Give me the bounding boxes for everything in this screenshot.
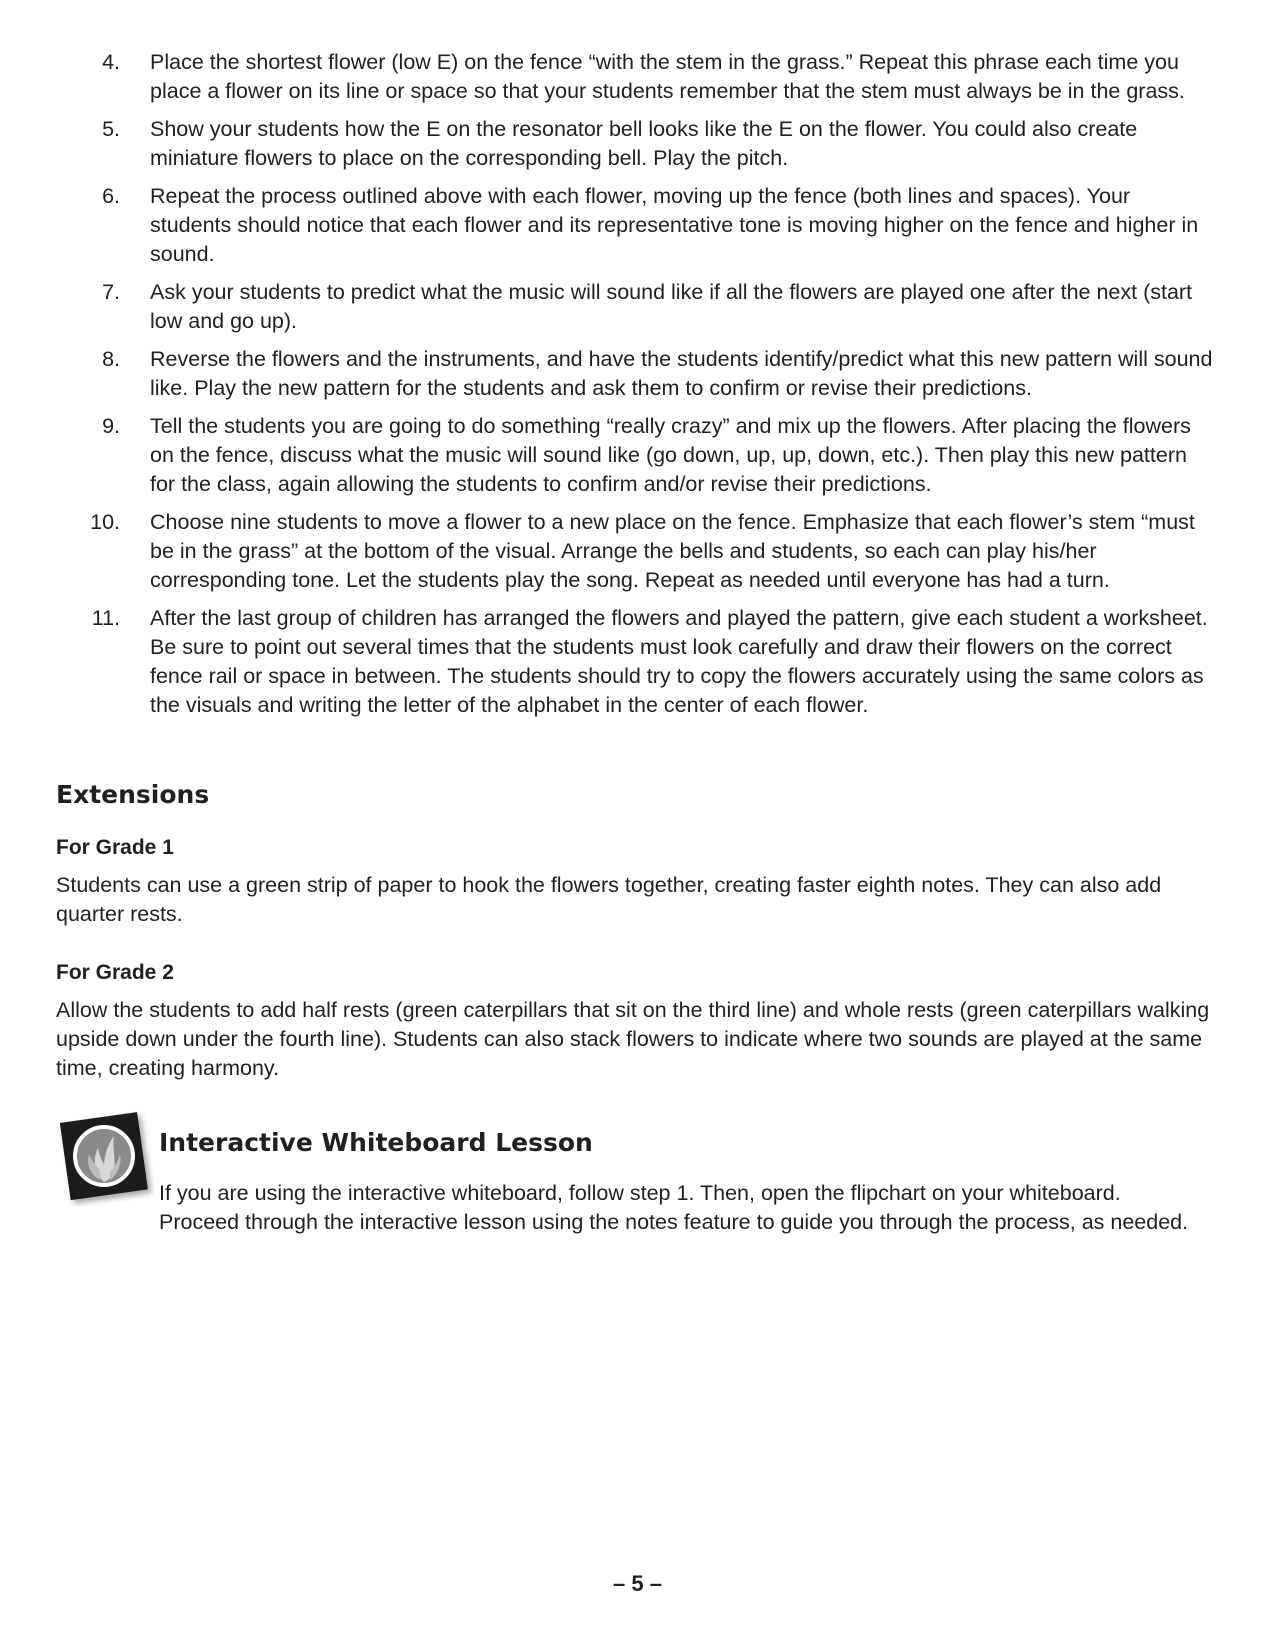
flame-icon bbox=[56, 1108, 154, 1206]
step-number: 8. bbox=[102, 347, 120, 371]
grade1-heading: For Grade 1 bbox=[56, 836, 174, 859]
step-number: 10. bbox=[90, 510, 120, 534]
step-item bbox=[56, 412, 1216, 499]
step-text: After the last group of children has arranged the flowers and played the pattern, give each student a worksheet. Be sure to point out several times that the students must look carefully and draw their flowers on the correct fence rail or space in between. The students should try to copy the flowers accurately using the same colors as the visuals and writing the letter of the alphabet in the center of each flower. bbox=[150, 606, 1208, 717]
step-text: Choose nine students to move a flower to a new place on the fence. Emphasize that each flower’s stem “must be in the grass” at the bottom of the visual. Arrange the bells and students, so each can play his/her corresponding tone. Let the students play the song. Repeat as needed until everyone has had a turn. bbox=[150, 510, 1195, 592]
step-text: Ask your students to predict what the music will sound like if all the flowers are played one after the next (start low and go up). bbox=[150, 280, 1193, 333]
step-number: 5. bbox=[102, 117, 120, 141]
step-number: 7. bbox=[102, 280, 120, 304]
step-text: Tell the students you are going to do something “really crazy” and mix up the flowers. After placing the flowers on the fence, discuss what the music will sound like (go down, up, up, down, etc.). Then play this new pattern for the class, again allowing the students to confirm and/or revise their predictions. bbox=[150, 414, 1191, 496]
step-item bbox=[56, 604, 1216, 720]
step-number: 9. bbox=[102, 414, 120, 438]
step-text: Reverse the flowers and the instruments, and have the students identify/predict what this new pattern will sound like. Play the new pattern for the students and ask them to confirm or revise their predictions. bbox=[150, 347, 1213, 400]
step-item bbox=[56, 48, 1216, 106]
step-text: Place the shortest flower (low E) on the fence “with the stem in the grass.” Repeat this phrase each time you place a flower on its line or space so that your students remember that the stem must always be in the grass. bbox=[150, 50, 1185, 103]
whiteboard-lesson-heading: Interactive Whiteboard Lesson bbox=[159, 1128, 593, 1157]
step-item bbox=[56, 345, 1216, 403]
step-number: 6. bbox=[102, 184, 120, 208]
step-text: Show your students how the E on the resonator bell looks like the E on the flower. You could also create miniature flowers to place on the corresponding bell. Play the pitch. bbox=[150, 117, 1138, 170]
step-item bbox=[56, 115, 1216, 173]
grade2-heading: For Grade 2 bbox=[56, 961, 174, 984]
step-item bbox=[56, 278, 1216, 336]
step-number: 4. bbox=[102, 50, 120, 74]
extensions-heading: Extensions bbox=[56, 780, 210, 809]
page-number: – 5 – bbox=[613, 1571, 662, 1596]
grade1-text: Students can use a green strip of paper to hook the flowers together, creating faster eighth notes. They can also add quarter rests. bbox=[56, 873, 1162, 926]
step-item bbox=[56, 182, 1216, 269]
whiteboard-lesson-text: If you are using the interactive whiteboard, follow step 1. Then, open the flipchart on your whiteboard. Proceed through the interactive lesson using the notes feature to guide you through the process, as needed. bbox=[159, 1181, 1189, 1234]
step-number: 11. bbox=[91, 606, 120, 630]
step-text: Repeat the process outlined above with each flower, moving up the fence (both lines and spaces). Your students should notice that each flower and its representative tone is moving higher on the fence and higher in sound. bbox=[150, 184, 1199, 266]
grade2-text: Allow the students to add half rests (green caterpillars that sit on the third line) and whole rests (green caterpillars walking upside down under the fourth line). Students can also stack flowers to indicate where two sounds are played at the same time, creating harmony. bbox=[56, 998, 1210, 1080]
step-item bbox=[56, 508, 1216, 595]
procedure-steps-list bbox=[56, 48, 1216, 729]
